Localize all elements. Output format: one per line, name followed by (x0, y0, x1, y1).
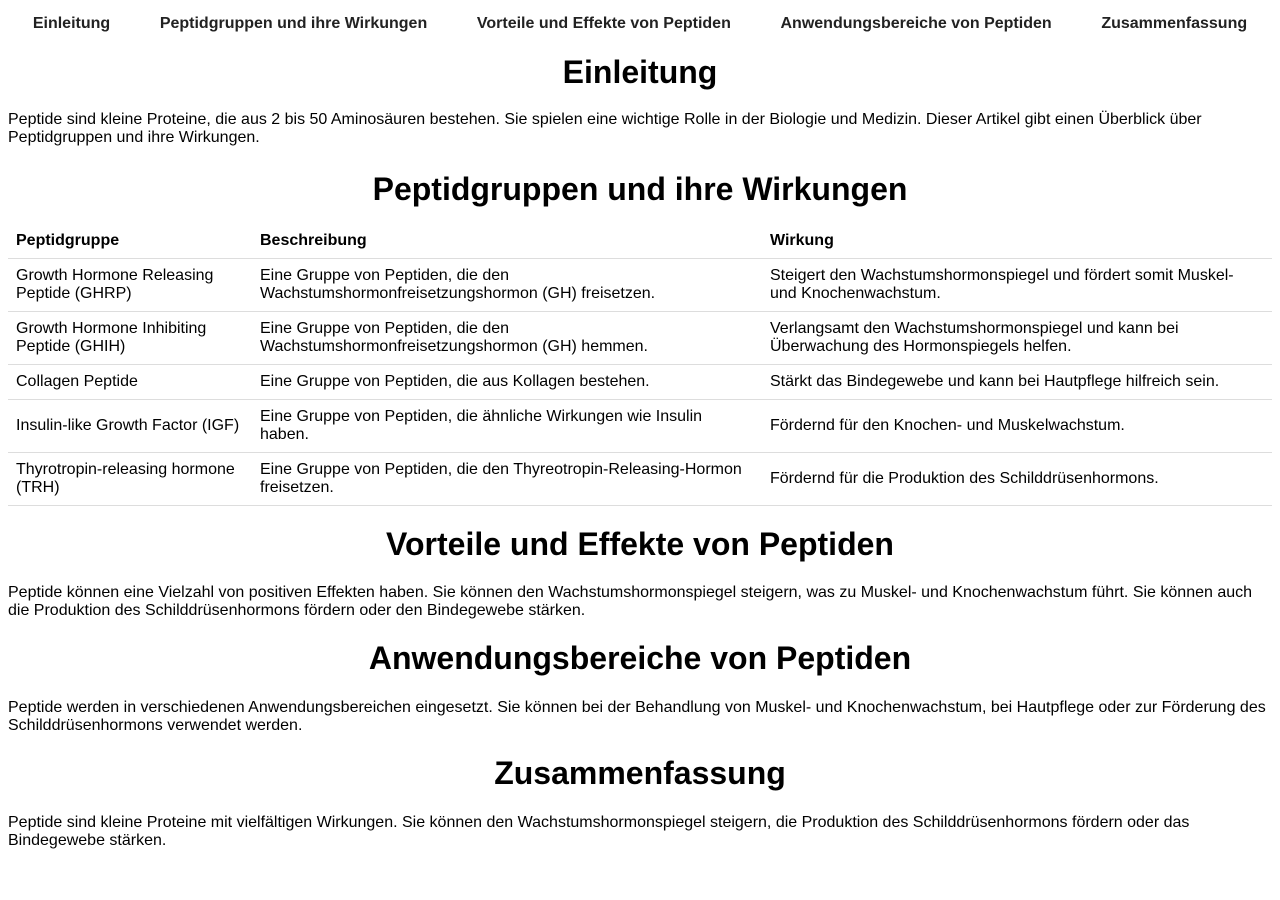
summary-title: Zusammenfassung (494, 755, 786, 792)
top-navigation (0, 0, 1280, 48)
section-benefits (8, 526, 1272, 621)
cell-beschreibung: Eine Gruppe von Peptiden, die ähnliche Wirkungen wie Insulin haben. (252, 399, 762, 452)
cell-wirkung: Steigert den Wachstumshormonspiegel und fördert somit Muskel- und Knochenwachstum. (762, 258, 1272, 311)
applications-title: Anwendungsbereiche von Peptiden (368, 640, 912, 677)
table-row (8, 452, 1272, 505)
table-row (8, 258, 1272, 311)
applications-text: Peptide werden in verschiedenen Anwendungsbereichen eingesetzt. Sie können bei der Behandlung von Muskel- und Knochenwachstum, bei Hautpflege oder zur Förderung des Schilddrüsenhormons verwendet werden. (8, 699, 1266, 735)
section-applications (8, 640, 1272, 735)
cell-wirkung: Fördernd für den Knochen- und Muskelwachstum. (762, 399, 1272, 452)
nav-link-einleitung[interactable]: Einleitung (32, 15, 111, 32)
column-header-wirkung: Wirkung (762, 226, 1272, 259)
benefits-text: Peptide können eine Vielzahl von positiven Effekten haben. Sie können den Wachstumshormonspiegel steigern, was zu Muskel- und Knochenwachstum führt. Sie können auch die Produktion des Schilddrüsenhormons fördern oder den Bindegewebe stärken. (8, 584, 1253, 620)
table-header-row (8, 226, 1272, 259)
peptide-table (8, 226, 1272, 506)
intro-text: Peptide sind kleine Proteine, die aus 2 bis 50 Aminosäuren bestehen. Sie spielen eine wichtige Rolle in der Biologie und Medizin. Dieser Artikel gibt einen Überblick über Peptidgruppen und ihre Wirkungen. (8, 110, 1202, 146)
cell-wirkung: Fördernd für die Produktion des Schilddrüsenhormons. (762, 452, 1272, 505)
cell-beschreibung: Eine Gruppe von Peptiden, die den Wachstumshormonfreisetzungshormon (GH) hemmen. (252, 311, 762, 364)
nav-link-peptidgruppen[interactable]: Peptidgruppen und ihre Wirkungen (159, 15, 428, 32)
cell-peptidgruppe: Thyrotropin-releasing hormone (TRH) (8, 452, 252, 505)
section-summary (8, 755, 1272, 850)
intro-title: Einleitung (562, 54, 718, 90)
cell-beschreibung: Eine Gruppe von Peptiden, die aus Kollagen bestehen. (252, 364, 762, 399)
cell-beschreibung: Eine Gruppe von Peptiden, die den Wachstumshormonfreisetzungshormon (GH) freisetzen. (252, 258, 762, 311)
benefits-title: Vorteile und Effekte von Peptiden (386, 525, 894, 562)
table-row (8, 399, 1272, 452)
table-row (8, 311, 1272, 364)
cell-peptidgruppe: Insulin-like Growth Factor (IGF) (8, 399, 252, 452)
nav-link-zusammenfassung[interactable]: Zusammenfassung (1101, 15, 1248, 32)
cell-beschreibung: Eine Gruppe von Peptiden, die den Thyreotropin-Releasing-Hormon freisetzen. (252, 452, 762, 505)
main-content (0, 54, 1280, 850)
column-header-beschreibung: Beschreibung (252, 226, 762, 259)
nav-link-vorteile[interactable]: Vorteile und Effekte von Peptiden (476, 15, 731, 32)
groups-title: Peptidgruppen und ihre Wirkungen (372, 170, 908, 207)
cell-peptidgruppe: Collagen Peptide (8, 364, 252, 399)
section-peptide-groups (8, 171, 1272, 506)
cell-wirkung: Stärkt das Bindegewebe und kann bei Hautpflege hilfreich sein. (762, 364, 1272, 399)
summary-text: Peptide sind kleine Proteine mit vielfältigen Wirkungen. Sie können den Wachstumshormonspiegel steigern, die Produktion des Schilddrüsenhormons fördern oder das Bindegewebe stärken. (8, 813, 1190, 849)
section-intro (8, 54, 1272, 147)
cell-peptidgruppe: Growth Hormone Releasing Peptide (GHRP) (8, 258, 252, 311)
column-header-peptidgruppe: Peptidgruppe (8, 226, 252, 259)
nav-link-anwendungsbereiche[interactable]: Anwendungsbereiche von Peptiden (780, 15, 1052, 32)
cell-peptidgruppe: Growth Hormone Inhibiting Peptide (GHIH) (8, 311, 252, 364)
cell-wirkung: Verlangsamt den Wachstumshormonspiegel und kann bei Überwachung des Hormonspiegels helfen. (762, 311, 1272, 364)
table-row (8, 364, 1272, 399)
